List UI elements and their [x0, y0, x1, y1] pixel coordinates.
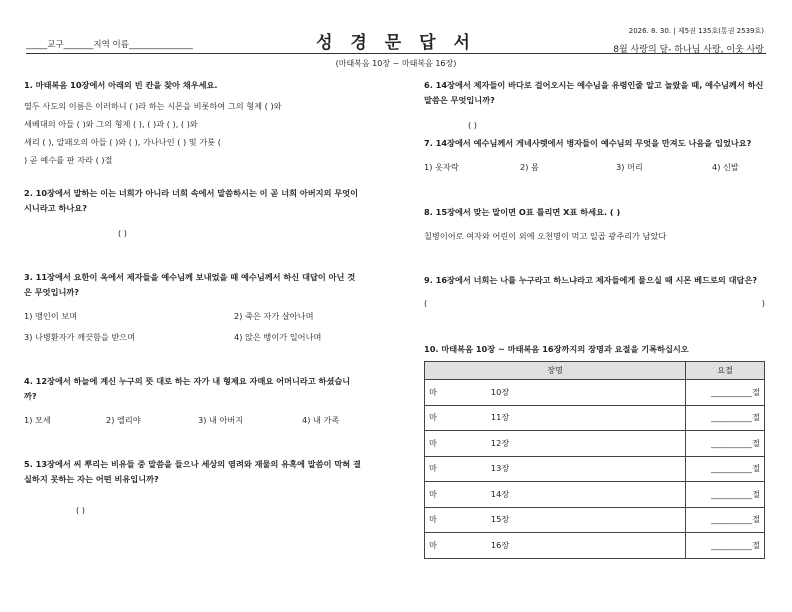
- question-stem-cont: 까?: [24, 391, 37, 401]
- question-10: [424, 342, 769, 357]
- book-label: 마: [429, 386, 437, 397]
- chapter-cell: [425, 405, 686, 431]
- question-stem: 1. 마태복음 10장에서 아래의 빈 칸을 찾아 채우세요.: [24, 80, 218, 90]
- answer-blank[interactable]: ( ): [118, 228, 127, 238]
- book-label: 마: [429, 463, 437, 474]
- answer-line[interactable]: 열두 사도의 이름은 이러하니 ( )라 하는 시몬을 비롯하여 그의 형제 ( )와: [24, 101, 282, 111]
- question-3: [24, 270, 374, 345]
- answer-blank[interactable]: ( ): [76, 505, 85, 515]
- chapter-label: 16장: [490, 539, 510, 550]
- table-row: [425, 405, 765, 431]
- header-rule: [26, 53, 766, 54]
- chapter-label: 14장: [490, 488, 510, 499]
- verse-blank[interactable]: __________절: [686, 380, 765, 406]
- table-row: [425, 507, 765, 533]
- chapter-label: 12장: [490, 437, 510, 448]
- monthly-theme: 8월 사랑의 달- 하나님 사랑, 이웃 사랑: [613, 45, 764, 55]
- statement: 칠병이어로 여자와 어린이 외에 오천명이 먹고 일곱 광주리가 남았다: [424, 231, 667, 241]
- verse-blank[interactable]: __________절: [686, 482, 765, 508]
- table-row: [425, 533, 765, 559]
- question-stem: 7. 14장에서 예수님께서 게네사렛에서 병자들이 예수님의 무엇을 만져도 나음을 입었나요?: [424, 138, 752, 148]
- verse-blank[interactable]: __________절: [686, 456, 765, 482]
- question-stem-cont: 실하지 못하는 자는 어떤 비유입니까?: [24, 474, 159, 484]
- question-stem-cont: 말씀은 무엇입니까?: [424, 95, 495, 105]
- question-stem-cont: 은 무엇입니까?: [24, 287, 80, 297]
- question-stem-cont: 시니라고 하나요?: [24, 203, 87, 213]
- question-8: [424, 205, 769, 244]
- option-4[interactable]: 4) 신발: [712, 162, 739, 172]
- option-1[interactable]: 1) 옷자락: [424, 162, 459, 172]
- question-stem: 2. 10장에서 말하는 이는 너희가 아니라 너희 속에서 말씀하시는 이 곧 너희 아버지의 무엇이: [24, 188, 359, 198]
- chapter-cell: [425, 431, 686, 457]
- option-4[interactable]: 4) 앉은 뱅이가 일어나며: [234, 332, 322, 342]
- question-5: [24, 457, 374, 518]
- book-label: 마: [429, 437, 437, 448]
- name-fields[interactable]: _____교구_______지역 이름_______________: [26, 40, 193, 50]
- question-stem: 6. 14장에서 제자들이 바다로 걸어오시는 예수님을 유령인줄 알고 놀랐을 때, 예수님께서 하신: [424, 80, 764, 90]
- chapter-cell: [425, 380, 686, 406]
- chapter-cell: [425, 533, 686, 559]
- option-1[interactable]: 1) 모세: [24, 415, 51, 425]
- verse-blank[interactable]: __________절: [686, 507, 765, 533]
- chapter-label: 13장: [490, 463, 510, 474]
- issue-info: 2026. 8. 30. | 제5권 135호(통권 2539호): [628, 27, 764, 35]
- question-stem: 5. 13장에서 씨 뿌리는 비유들 중 말씀을 들으나 세상의 염려와 재물의 유혹에 말씀이 막혀 결: [24, 459, 361, 469]
- chapter-label: 10장: [490, 386, 510, 397]
- question-6: [424, 78, 769, 133]
- question-7: [424, 136, 769, 175]
- question-stem[interactable]: 8. 15장에서 맞는 말이면 O표 틀리면 X표 하세요. ( ): [424, 207, 621, 217]
- verse-blank[interactable]: __________절: [686, 533, 765, 559]
- option-3[interactable]: 3) 내 아버지: [198, 415, 244, 425]
- table-row: [425, 431, 765, 457]
- chapter-cell: [425, 456, 686, 482]
- answer-blank[interactable]: [424, 296, 769, 312]
- option-3[interactable]: 3) 머리: [616, 162, 643, 172]
- option-2[interactable]: 2) 몸: [520, 162, 539, 172]
- chapter-label: 15장: [490, 514, 510, 525]
- question-1: [24, 78, 374, 169]
- answer-line[interactable]: ) 곧 예수를 판 자라 ( )절: [24, 155, 113, 165]
- question-stem: 10. 마태복음 10장 ~ 마태복음 16장까지의 장명과 요절을 기록하십시오: [424, 344, 689, 354]
- option-4[interactable]: 4) 내 가족: [302, 415, 340, 425]
- book-label: 마: [429, 539, 437, 550]
- table-row: [425, 456, 765, 482]
- verse-blank[interactable]: __________절: [686, 405, 765, 431]
- answer-blank[interactable]: ( ): [468, 120, 477, 130]
- blank-close: ): [761, 298, 765, 308]
- page-title: 성 경 문 답 서: [316, 33, 476, 53]
- option-1[interactable]: 1) 맹인이 보며: [24, 311, 78, 321]
- question-stem: 4. 12장에서 하늘에 계신 누구의 뜻 대로 하는 자가 내 형제요 자매요 어머니라고 하셨습니: [24, 376, 351, 386]
- chapter-label: 11장: [490, 412, 510, 423]
- book-label: 마: [429, 488, 437, 499]
- answer-line[interactable]: 세베대의 아들 ( )와 그의 형제 ( ), ( )과 ( ), ( )와: [24, 119, 198, 129]
- verse-blank[interactable]: __________절: [686, 431, 765, 457]
- question-stem: 3. 11장에서 요한이 옥에서 제자들을 예수님께 보내었을 때 예수님께서 하신 대답이 아닌 것: [24, 272, 356, 282]
- record-table: [424, 361, 765, 559]
- book-label: 마: [429, 514, 437, 525]
- answer-line[interactable]: 세리 ( ), 알패오의 아들 ( )와 ( ), 가나나인 ( ) 및 가룟 (: [24, 137, 221, 147]
- question-4: [24, 374, 374, 428]
- question-stem: 9. 16장에서 너희는 나를 누구라고 하느냐라고 제자들에게 물으실 때 시몬 베드로의 대답은?: [424, 275, 758, 285]
- option-2[interactable]: 2) 엘리야: [106, 415, 141, 425]
- header-chapter-name: 장명: [425, 362, 686, 380]
- question-9: [424, 273, 769, 312]
- table-row: [425, 482, 765, 508]
- chapter-cell: [425, 482, 686, 508]
- option-2[interactable]: 2) 죽은 자가 살아나며: [234, 311, 314, 321]
- chapter-cell: [425, 507, 686, 533]
- blank-open: (: [424, 298, 428, 308]
- option-3[interactable]: 3) 나병환자가 깨끗함을 받으며: [24, 332, 136, 342]
- header-memory-verse: 요절: [686, 362, 765, 380]
- table-row: [425, 380, 765, 406]
- scripture-range: (마태복음 10장 ~ 마태복음 16장): [335, 59, 457, 68]
- question-2: [24, 186, 374, 241]
- book-label: 마: [429, 412, 437, 423]
